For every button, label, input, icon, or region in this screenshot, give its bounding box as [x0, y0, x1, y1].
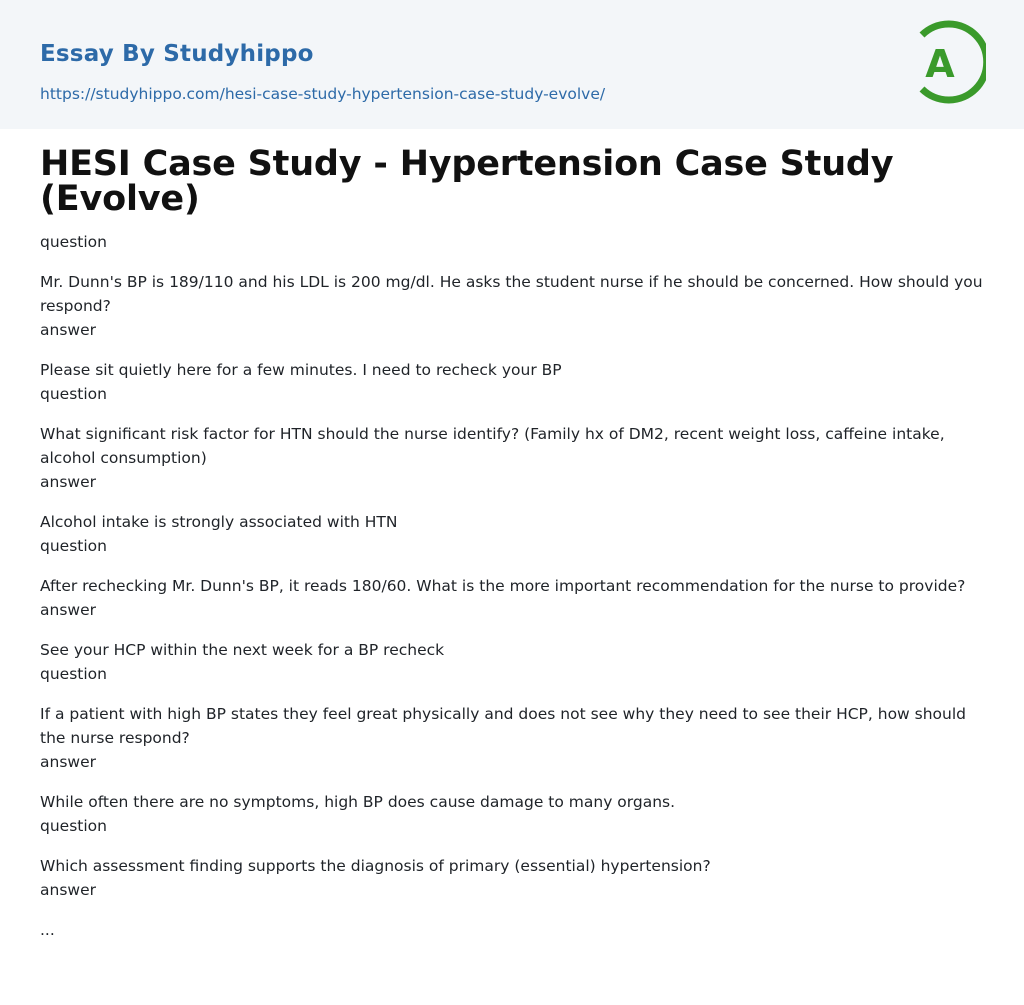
answer-text: While often there are no symptoms, high BP does cause damage to many organs. — [40, 793, 676, 811]
qa-block — [40, 638, 984, 686]
qa-block — [40, 510, 984, 558]
answer-text: Please sit quietly here for a few minutes. I need to recheck your BP — [40, 361, 562, 379]
question-label: question — [40, 665, 107, 683]
truncation-ellipsis: ... — [40, 921, 55, 939]
site-header — [0, 0, 1024, 129]
qa-list — [40, 230, 984, 942]
answer-text: Alcohol intake is strongly associated with HTN — [40, 513, 398, 531]
answer-label: answer — [40, 473, 96, 491]
qa-block — [40, 270, 984, 342]
question-label: question — [40, 385, 107, 403]
qa-block — [40, 358, 984, 406]
logo-letter: A — [925, 42, 955, 86]
qa-block — [40, 230, 984, 254]
article — [0, 144, 1024, 942]
qa-block — [40, 918, 984, 942]
question-label: question — [40, 537, 107, 555]
answer-label: answer — [40, 601, 96, 619]
question-text: Which assessment finding supports the diagnosis of primary (essential) hypertension? — [40, 857, 711, 875]
page-title: HESI Case Study - Hypertension Case Study (Evolve) — [40, 144, 894, 219]
qa-block — [40, 422, 984, 494]
question-text: If a patient with high BP states they feel great physically and does not see why they need to see their HCP, how should the nurse respond? — [40, 705, 967, 747]
answer-text: See your HCP within the next week for a BP recheck — [40, 641, 445, 659]
logo-ring-icon — [912, 19, 986, 105]
answer-label: answer — [40, 753, 96, 771]
qa-block — [40, 854, 984, 902]
question-text: After rechecking Mr. Dunn's BP, it reads 180/60. What is the more important recommendation for the nurse to provide? — [40, 577, 966, 595]
qa-block — [40, 790, 984, 838]
studyhippo-logo[interactable] — [912, 19, 986, 105]
question-text: What significant risk factor for HTN should the nurse identify? (Family hx of DM2, recent weight loss, caffeine intake, alcohol consumption) — [40, 425, 945, 467]
brand-title: Essay By Studyhippo — [40, 41, 314, 67]
qa-block — [40, 702, 984, 774]
page-url-link[interactable]: https://studyhippo.com/hesi-case-study-hypertension-case-study-evolve/ — [40, 85, 606, 103]
answer-label: answer — [40, 881, 96, 899]
answer-label: answer — [40, 321, 96, 339]
qa-block — [40, 574, 984, 622]
question-label: question — [40, 233, 107, 251]
question-text: Mr. Dunn's BP is 189/110 and his LDL is 200 mg/dl. He asks the student nurse if he should be concerned. How should you respond? — [40, 273, 983, 315]
question-label: question — [40, 817, 107, 835]
